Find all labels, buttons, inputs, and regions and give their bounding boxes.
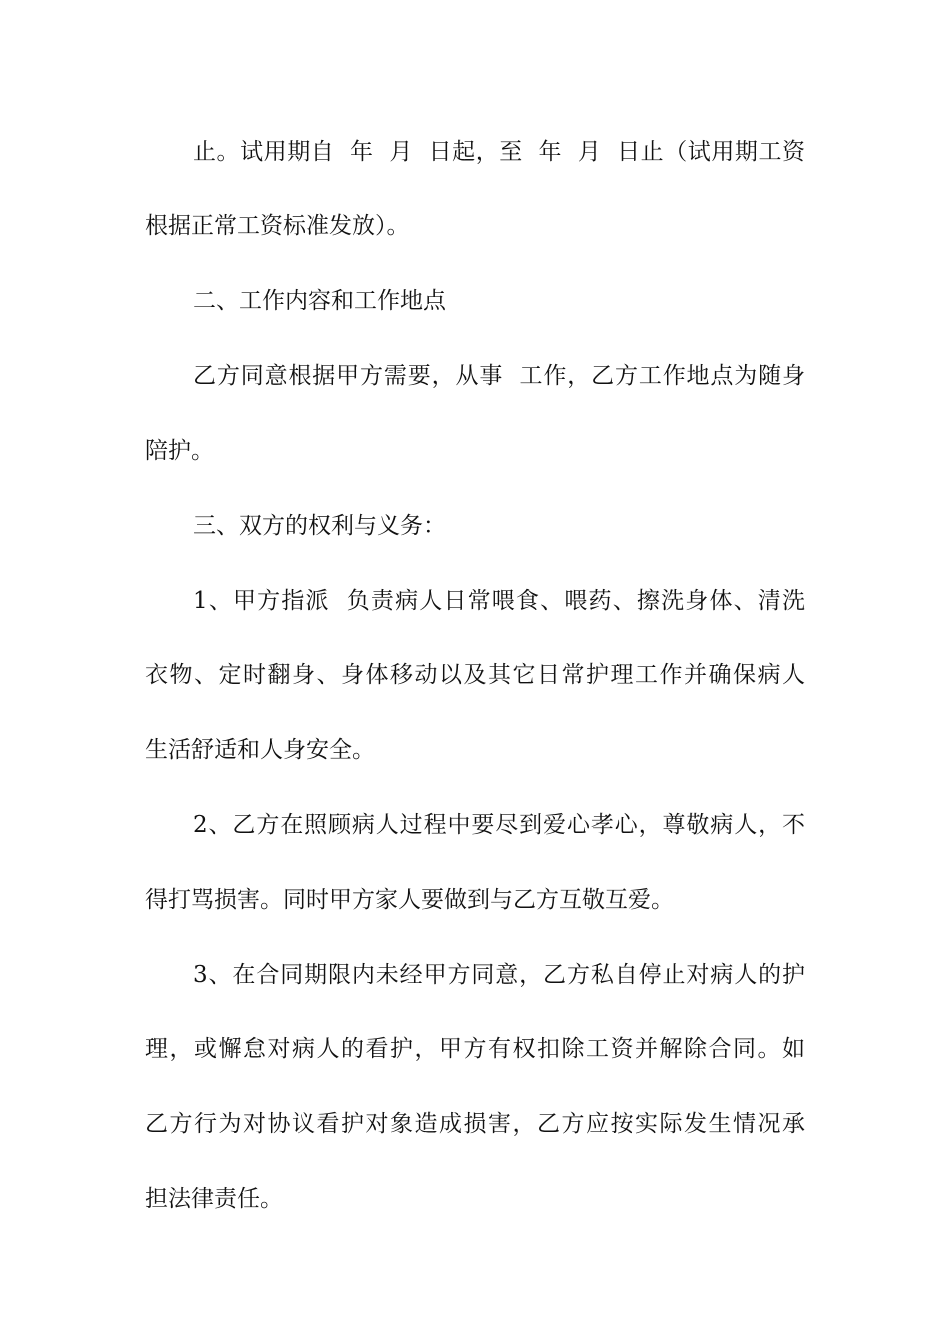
clause-2-line-1: 2、乙方在照顾病人过程中要尽到爱心孝心，尊敬病人，不 <box>193 812 805 838</box>
clause-2-line-2: 得打骂损害。同时甲方家人要做到与乙方互敬互爱。 <box>145 887 674 913</box>
clause-3-line-3: 乙方行为对协议看护对象造成损害，乙方应按实际发生情况承 <box>145 1111 805 1137</box>
paragraph-1-line-2: 根据正常工资标准发放）。 <box>145 213 410 239</box>
paragraph-1-line-1: 止。试用期自 年 月 日起，至 年 月 日止（试用期工资 <box>193 139 805 165</box>
section-heading-work-content: 二、工作内容和工作地点 <box>193 288 446 314</box>
clause-3-line-2: 理，或懈怠对病人的看护，甲方有权扣除工资并解除合同。如 <box>145 1036 805 1062</box>
paragraph-3-line-2: 陪护。 <box>145 438 214 464</box>
clause-1-line-1: 1、甲方指派 负责病人日常喂食、喂药、擦洗身体、清洗 <box>193 588 805 614</box>
paragraph-3-line-1: 乙方同意根据甲方需要，从事 工作，乙方工作地点为随身 <box>193 363 805 389</box>
section-heading-rights-obligations: 三、双方的权利与义务： <box>193 513 446 539</box>
clause-1-line-3: 生活舒适和人身安全。 <box>145 737 375 763</box>
clause-3-line-1: 3、在合同期限内未经甲方同意，乙方私自停止对病人的护 <box>193 962 805 988</box>
clause-1-line-2: 衣物、定时翻身、身体移动以及其它日常护理工作并确保病人 <box>145 662 805 688</box>
clause-3-line-4: 担法律责任。 <box>145 1186 283 1212</box>
